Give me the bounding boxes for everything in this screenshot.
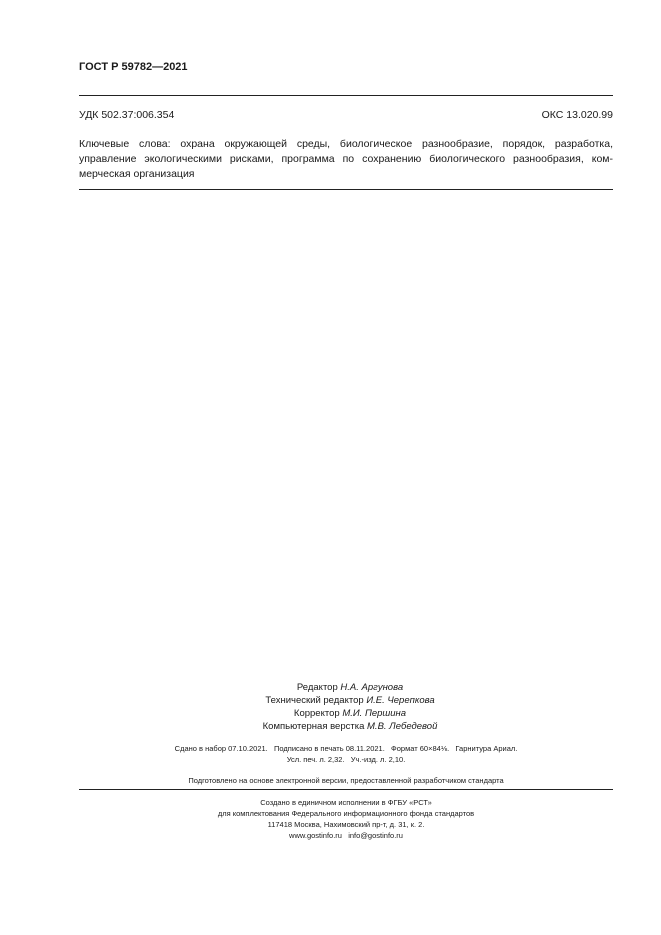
- source-note: Подготовлено на основе электронной версии, предоставленной разработчиком стандарта: [188, 776, 504, 785]
- udk-code: УДК 502.37:006.354: [79, 109, 175, 121]
- credit-editor: Редактор Н.А. Аргунова: [296, 682, 404, 693]
- publication-info-line: Усл. печ. л. 2,32. Уч.-изд. л. 2,10.: [286, 755, 406, 764]
- publisher-footer: [79, 797, 613, 841]
- credit-tech-editor: Технический редактор И.Е. Черепкова: [265, 695, 435, 706]
- credit-proofreader: Корректор М.И. Першина: [293, 708, 407, 719]
- document-code: ГОСТ Р 59782—2021: [79, 61, 188, 73]
- credits-block: [200, 681, 500, 733]
- keywords-divider: [79, 189, 613, 190]
- publication-info-line: Сдано в набор 07.10.2021. Подписано в печать 08.11.2021. Формат 60×84⅛. Гарнитура Ариал.: [174, 744, 518, 753]
- footer-divider: [79, 789, 613, 790]
- oks-code: ОКС 13.020.99: [541, 109, 613, 121]
- keywords-block: [79, 137, 613, 182]
- top-divider: [79, 95, 613, 96]
- footer-line: 117418 Москва, Нахимовский пр-т, д. 31, к. 2.: [267, 820, 425, 829]
- footer-line: Создано в единичном исполнении в ФГБУ «РСТ»: [260, 798, 432, 807]
- keywords-line: управление экологическими рисками, программа по сохранению биологического разнообразия, ком-: [79, 153, 613, 165]
- footer-line: для комплектования Федерального информационного фонда стандартов: [217, 809, 475, 818]
- credit-layout: Компьютерная верстка М.В. Лебедевой: [262, 721, 438, 732]
- keywords-line: мерческая организация: [79, 168, 195, 180]
- publication-info: [79, 743, 613, 765]
- keywords-line: Ключевые слова: охрана окружающей среды, биологическое разнообразие, порядок, разработка,: [79, 138, 613, 150]
- footer-line: www.gostinfo.ru info@gostinfo.ru: [289, 831, 403, 840]
